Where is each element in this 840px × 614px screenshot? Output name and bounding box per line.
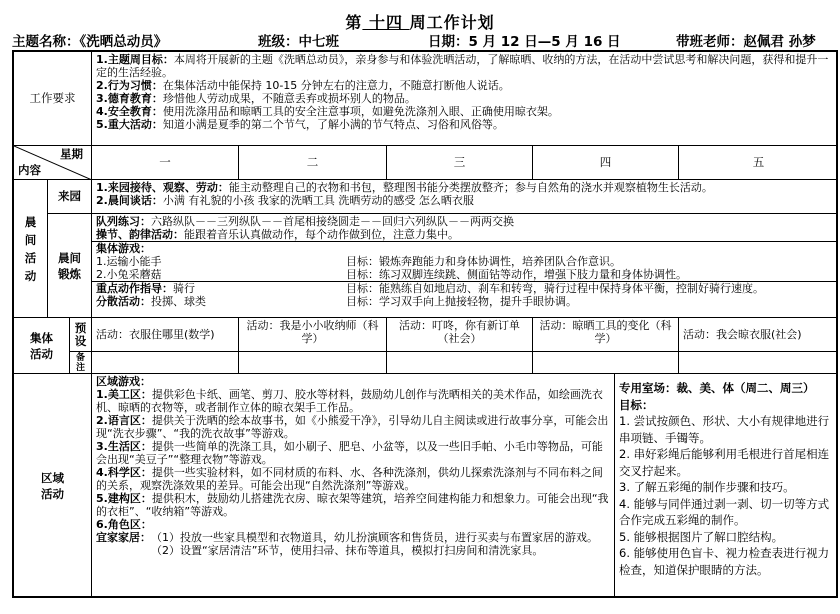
special-goal: 4. 能够与同伴通过剥一剥、切一切等方式合作完成五彩绳的制作。 (619, 496, 830, 527)
area-item: 6.角色区： (96, 518, 152, 531)
group-note-tue (239, 352, 387, 374)
day-header-wed: 三 (387, 146, 533, 180)
day-header-fri: 五 (679, 146, 838, 180)
area-item: 5.建构区：提供积木，鼓励幼儿搭建洗衣房、晾衣架等建筑，培养空间建构能力和想象力。可能会出现“我的衣柜”、“收纳箱”等游戏。 (96, 492, 609, 518)
zone-row: 分散活动：投掷、球类 目标：学习双手向上抛接轻物，提升手眼协调。 (96, 295, 577, 308)
special-goal: 2. 串好彩绳后能够利用毛根进行首尾相连交叉拧起来。 (619, 447, 830, 478)
header-meta (0, 30, 840, 48)
area-item: 1.美工区：提供彩色卡纸、画笔、剪刀、胶水等材料，鼓励幼儿创作与洗晒相关的美术作品，如绘画洗衣机、晾晒的衣物等，或者制作立体的晾衣架手工作品。 (96, 388, 603, 414)
group-activity-mon: 活动：衣服住哪里(数学) (92, 318, 239, 352)
special-goal: 3. 了解五彩绳的制作步骤和技巧。 (619, 480, 795, 494)
game-row: 1.运输小能手 目标：锻炼奔跑能力和身体协调性，培养团队合作意识。 (96, 255, 621, 268)
special-goal: 5. 能够根据图片了解口腔结构。 (619, 529, 784, 544)
day-header-tue: 二 (239, 146, 387, 180)
area-label: 区域活动 (14, 374, 92, 598)
group-label: 集体活动 (14, 318, 70, 374)
goal-item: 3.德育教育：珍惜他人劳动成果，不随意丢弃或损坏别人的物品。 (96, 92, 416, 105)
page-title: 第 十四 周工作计划 (345, 13, 495, 32)
group-activity-thu: 活动：晾晒工具的变化（科学） (533, 318, 679, 352)
goals-content (92, 52, 838, 146)
note-label: 备注 (70, 352, 92, 374)
area-item: 3.生活区：提供一些简单的洗涤工具，如小刷子、肥皂、小盆等，以及一些旧手帕、小毛巾等物品，可能会出现“美豆子”“整理衣物”等游戏。 (96, 440, 603, 466)
group-activity-fri: 活动：我会晾衣服(社会) (679, 318, 838, 352)
goals-label: 工作要求 (14, 52, 92, 146)
special-room: 专用室场：裁、美、体（周二、周三） 目标： 1. 尝试按颜色、形状、大小有规律地进行串项链、手镯等。 2. 串好彩绳后能够利用毛根进行首尾相连交叉拧起来。 3. 了解五彩绳的制作步骤和技巧。 4. 能够与同伴通过剥一剥、切一切等方式合作完成五彩绳的制作。 5. 能够根据图片了解口腔结构。 6. 能够使用色盲卡、视力检查表进行视力检查，知道保护眼睛的方法。 (615, 374, 838, 598)
role-area: 宜家家居： （1）投放一些家具模型和衣物道具，幼儿扮演顾客和售货员，进行买卖与布置家居的游戏。 （2）设置“家居清洁”环节，使用扫帚、抹布等道具，模拟打扫房间和清洗家具。 (96, 531, 598, 557)
group-note-mon (92, 352, 239, 374)
area-item: 2.语言区：提供关于洗晒的绘本故事书，如《小熊爱干净》，引导幼儿自主阅读或进行故事分享，可能会出现“洗衣步骤”、“我的洗衣故事”等游戏。 (96, 414, 609, 440)
key-action-row: 重点动作指导：骑行 目标：能熟练自如地启动、刹车和转弯，骑行过程中保持身体平衡，控制好骑行速度。 (92, 281, 838, 295)
plan-table (12, 50, 838, 598)
area-item: 4.科学区：提供一些实验材料，如不同材质的布料、水、各种洗涤剂，供幼儿探索洗涤剂与不同布料之间的关系，观察洗涤效果的差异。可能会出现“自然洗涤剂”等游戏。 (96, 466, 603, 492)
arrival-content: 1.来园接待、观察、劳动：能主动整理自己的衣物和书包，整理图书能分类摆放整齐；参与自然角的浇水并观察植物生长活动。 2.晨间谈话：小满 有礼貌的小孩 我家的洗晒工具 洗晒劳动的感受 怎么晒衣服 (92, 180, 838, 214)
corner-weekday: 星期 (60, 147, 83, 161)
exercise-content: 队列练习：六路纵队－－三列纵队－－首尾相接绕圆走－－回归六列纵队－－两两交换 操节、韵律活动：能跟着音乐认真做动作，每个动作做到位，注意力集中。 集体游戏： 1.运输小能手 目标：锻炼奔跑能力和身体协调性，培养团队合作意识。 2.小兔采蘑菇 目标：练习双脚连续跳、侧面钻等动作，增强下肢力量和身体协调性。 重点动作指导：骑行 目标：能熟练自如地启动、刹车和转弯，骑行过程中保持身体平衡，控制好骑行速度。 分散活动：投掷、球类 目标：学习双手向上抛接轻物，提升手眼协调。 (92, 214, 838, 318)
group-note-fri (679, 352, 838, 374)
teacher-name: 带班老师：赵佩君 孙梦 (676, 34, 816, 50)
day-header-thu: 四 (533, 146, 679, 180)
exercise-label: 晨间锻炼 (48, 214, 92, 318)
special-goal: 1. 尝试按颜色、形状、大小有规律地进行串项链、手镯等。 (619, 414, 830, 445)
goal-item: 1.主题周目标：本周将开展新的主题《洗晒总动员》，亲身参与和体验洗晒活动，了解晾晒、收纳的方法，在活动中尝试思考和解决问题，获得和提升一定的生活经验。 (96, 53, 829, 79)
group-activity-wed: 活动：叮咚，你有新订单（社会） (387, 318, 533, 352)
plan-label: 预设 (70, 318, 92, 352)
corner-content: 内容 (18, 163, 41, 177)
date-range: 日期：5 月 12 日—5 月 16 日 (428, 34, 621, 50)
special-goal: 6. 能够使用色盲卡、视力检查表进行视力检查，知道保护眼睛的方法。 (619, 546, 830, 577)
goal-item: 2.行为习惯：在集体活动中能保持 10-15 分钟左右的注意力，不随意打断他人说话。 (96, 79, 510, 92)
area-content: 区域游戏： 1.美工区：提供彩色卡纸、画笔、剪刀、胶水等材料，鼓励幼儿创作与洗晒相关的美术作品，如绘画洗衣机、晾晒的衣物等，或者制作立体的晾衣架手工作品。 2.语言区：提供关于洗晒的绘本故事书，如《小熊爱干净》，引导幼儿自主阅读或进行故事分享，可能会出现“洗衣步骤”、“我的洗衣故事”等游戏。 3.生活区：提供一些简单的洗涤工具，如小刷子、肥皂、小盆等，以及一些旧手帕、小毛巾等物品，可能会出现“美豆子”“整理衣物”等游戏。 4.科学区：提供一些实验材料，如不同材质的布料、水、各种洗涤剂，供幼儿探索洗涤剂与不同布料之间的关系，观察洗涤效果的差异。可能会出现“自然洗涤剂”等游戏。 5.建构区：提供积木，鼓励幼儿搭建洗衣房、晾衣架等建筑，培养空间建构能力和想象力。可能会出现“我的衣柜”、“收纳箱”等游戏。 6.角色区： 宜家家居： （1）投放一些家具模型和衣物道具，幼儿扮演顾客和售货员，进行买卖与布置家居的游戏。 （2）设置“家居清洁”环节，使用扫帚、抹布等道具，模拟打扫房间和清洗家具。 (92, 374, 615, 598)
morning-label: 晨间活动 (14, 180, 48, 318)
goal-item: 5.重大活动：知道小满是夏季的第二个节气，了解小满的节气特点、习俗和风俗等。 (96, 118, 504, 131)
day-header-mon: 一 (92, 146, 239, 180)
weekday-corner (14, 146, 92, 180)
class-name: 班级：中七班 (258, 34, 339, 50)
group-note-wed (387, 352, 533, 374)
goal-item: 4.安全教育：使用洗涤用品和晾晒工具的安全注意事项，如避免洗涤剂入眼、正确使用晾衣架。 (96, 105, 559, 118)
arrival-label: 来园 (48, 180, 92, 214)
group-activity-tue: 活动：我是小小收纳师（科学） (239, 318, 387, 352)
theme-name: 主题名称：《洗晒总动员》 (12, 34, 168, 50)
game-row: 2.小兔采蘑菇 目标：练习双脚连续跳、侧面钻等动作，增强下肢力量和身体协调性。 (96, 268, 687, 281)
group-note-thu (533, 352, 679, 374)
